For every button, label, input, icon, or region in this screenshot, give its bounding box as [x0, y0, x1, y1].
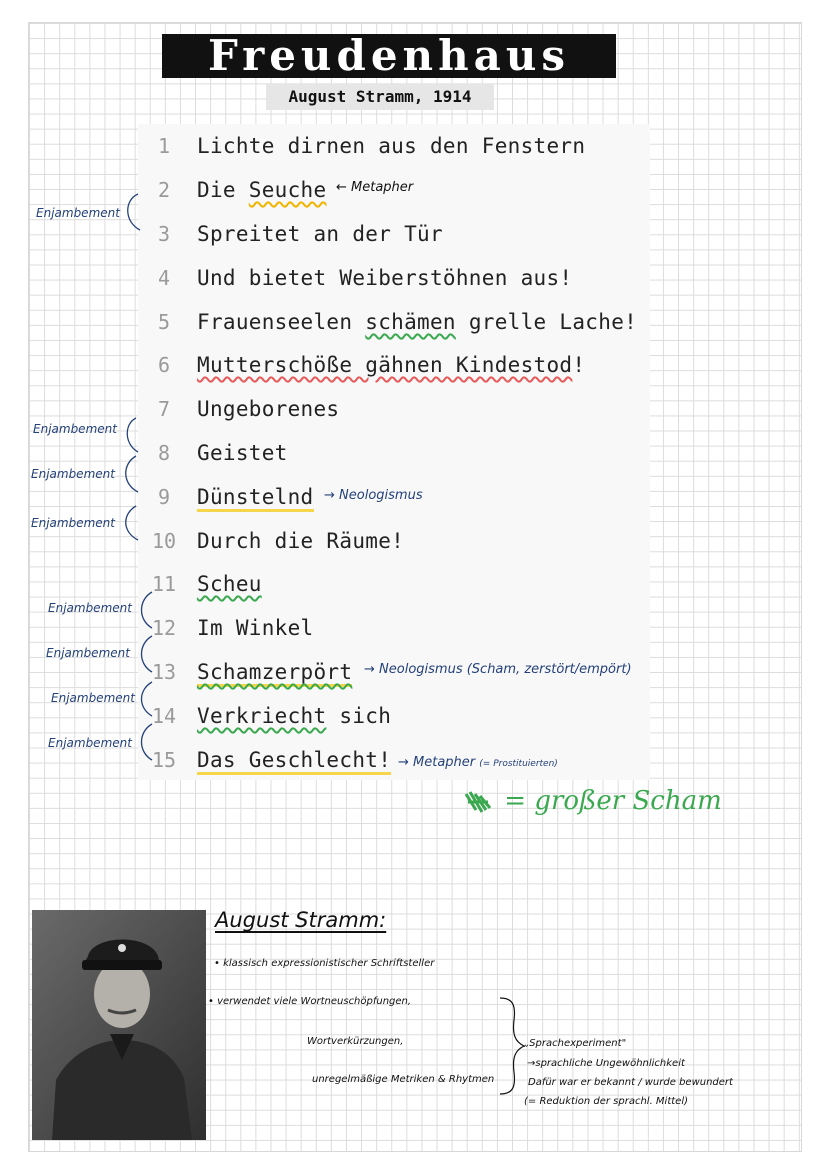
line-number: 15 [151, 748, 177, 772]
annotation-text: Neologismus [339, 488, 423, 503]
page-subtitle: August Stramm, 1914 [266, 84, 494, 110]
text-segment: grelle Lache! [455, 310, 638, 334]
line-number: 2 [157, 178, 171, 202]
marked-word: Seuche [248, 178, 327, 202]
enjambement-label: Enjambement [31, 467, 115, 481]
line-number: 8 [157, 441, 171, 465]
bio-bullet: • klassisch expressionistischer Schriftsteller [214, 958, 435, 969]
arrow-right-icon: → [324, 488, 340, 503]
bio-side-note: →sprachliche Ungewöhnlichkeit [527, 1058, 685, 1069]
marked-word: Mutterschöße gähnen Kindestod [197, 353, 573, 377]
line-text: Durch die Räume! [197, 529, 405, 553]
line-number: 3 [157, 222, 171, 246]
line-number: 10 [151, 529, 177, 553]
legend-text: = großer Scham [504, 786, 722, 816]
bio-side-note: Dafür war er bekannt / wurde bewundert [528, 1077, 733, 1088]
marked-word: Dünstelnd [197, 485, 314, 512]
bio-text: klassisch expressionistischer Schriftsteller [223, 958, 435, 969]
text-segment: ! [572, 353, 586, 377]
bio-side-note: „Sprachexperiment" [524, 1038, 627, 1049]
line-number: 6 [157, 353, 171, 377]
enjambement-label: Enjambement [31, 516, 115, 530]
marked-word: Schamzerpört [197, 660, 352, 687]
arrow-right-icon: → [398, 755, 414, 770]
line-number: 13 [151, 660, 177, 684]
marked-word: schämen [365, 310, 456, 334]
marked-word: Scheu [197, 572, 262, 596]
marked-word: Das Geschlecht! [197, 748, 391, 775]
line-number: 12 [151, 616, 177, 640]
page-title: Freudenhaus [162, 34, 616, 78]
enjambement-label: Enjambement [48, 736, 132, 750]
line-number: 11 [151, 572, 177, 596]
line-number: 9 [157, 485, 171, 509]
enjambement-label: Enjambement [33, 422, 117, 436]
line-text: Im Winkel [197, 616, 314, 640]
enjambement-label: Enjambement [48, 601, 132, 615]
annotation-text: Metapher [351, 180, 414, 195]
brace-path [500, 998, 524, 1094]
bio-item: Wortverkürzungen, [307, 1036, 404, 1047]
text-segment: Frauenseelen [197, 310, 366, 334]
bio-heading: August Stramm: [215, 908, 387, 932]
arrow-right-icon: → [364, 662, 380, 677]
line-text: Lichte dirnen aus den Fenstern [197, 134, 586, 158]
enjambement-label: Enjambement [46, 646, 130, 660]
annotation-text: Neologismus (Scham, zerstört/empört) [379, 662, 632, 677]
arrow-left-icon: ← [336, 180, 352, 195]
bio-text: verwendet viele Wortneuschöpfungen, [217, 996, 412, 1007]
text-segment: sich [326, 704, 392, 728]
bio-item: unregelmäßige Metriken & Rhytmen [312, 1074, 495, 1085]
line-number: 14 [151, 704, 177, 728]
line-number: 5 [157, 310, 171, 334]
marked-word: Verkriecht [197, 704, 327, 728]
enjambement-label: Enjambement [36, 206, 120, 220]
line-text: Spreitet an der Tür [197, 222, 443, 246]
enjambement-label: Enjambement [51, 691, 135, 705]
line-text: Geistet [197, 441, 288, 465]
line-number: 4 [157, 266, 171, 290]
line-number: 1 [157, 134, 171, 158]
bio-bullet: • verwendet viele Wortneuschöpfungen, [208, 996, 412, 1007]
annotation-text: Metapher [413, 755, 476, 770]
line-number: 7 [157, 397, 171, 421]
line-text: Und bietet Weiberstöhnen aus! [197, 266, 573, 290]
line-text: Ungeborenes [197, 397, 340, 421]
text-segment: Die [197, 178, 249, 202]
annotation-note: (= Prostituierten) [479, 759, 558, 769]
bio-side-note: (= Reduktion der sprachl. Mittel) [524, 1096, 689, 1107]
